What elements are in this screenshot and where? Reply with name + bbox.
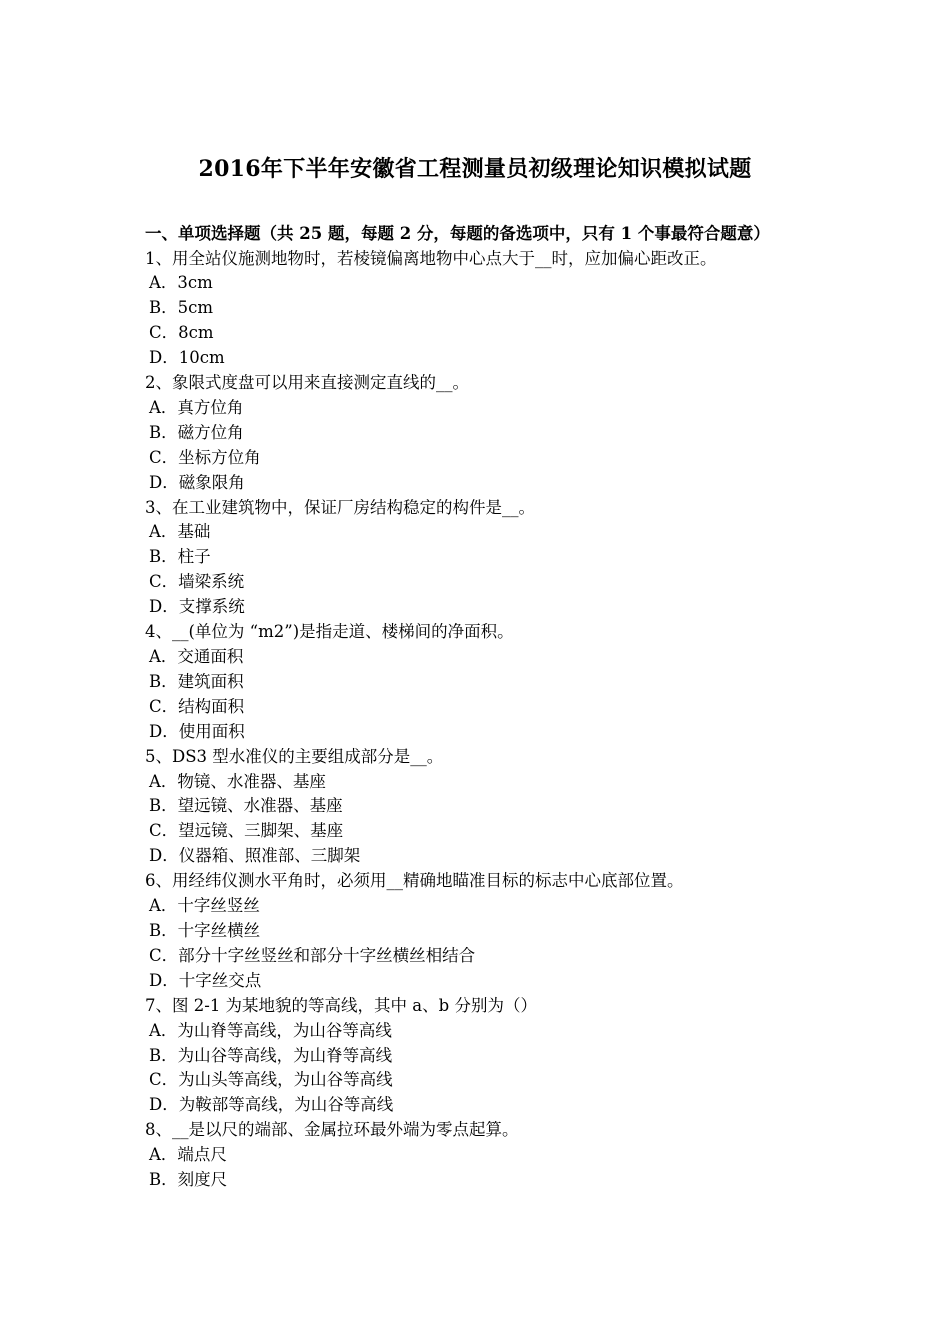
answer-option: B．建筑面积 [149,671,244,691]
answer-option: C．8cm [149,323,214,343]
answer-option: A．交通面积 [149,647,244,666]
answer-option: B．5cm [149,298,214,318]
question-stem: 6、用经纬仪测水平角时，必须用__精确地瞄准目标的标志中心底部位置。 [145,871,684,891]
answer-option: A．3cm [149,273,213,293]
answer-option: B．磁方位角 [149,422,244,442]
document-body [145,222,815,1193]
answer-option: D．使用面积 [149,721,245,741]
question-item [145,1118,815,1193]
answer-option: B．十字丝横丝 [149,920,261,940]
question-item [145,869,815,994]
question-item [145,620,815,745]
answer-option: D．磁象限角 [149,472,245,492]
question-item [145,496,815,621]
question-stem: 2、象限式度盘可以用来直接测定直线的__。 [145,373,469,393]
answer-option: C．墙梁系统 [149,572,245,592]
answer-option: B．柱子 [149,547,211,567]
answer-option: D．为鞍部等高线，为山谷等高线 [149,1095,394,1115]
answer-option: A．端点尺 [149,1145,227,1165]
answer-option: B．刻度尺 [149,1170,228,1190]
answer-option: A．物镜、水准器、基座 [149,771,326,791]
document-title: 2016年下半年安徽省工程测量员初级理论知识模拟试题 [198,156,752,182]
answer-option: D．支撑系统 [149,597,245,617]
answer-option: C．坐标方位角 [149,447,261,467]
question-item [145,371,815,496]
question-item [145,994,815,1119]
answer-option: D．仪器箱、照准部、三脚架 [149,846,361,866]
answer-option: B．为山谷等高线，为山脊等高线 [149,1045,393,1065]
answer-option: C．望远镜、三脚架、基座 [149,821,344,841]
question-stem: 8、__是以尺的端部、金属拉环最外端为零点起算。 [145,1120,519,1140]
answer-option: D．十字丝交点 [149,970,262,990]
answer-option: C．部分十字丝竖丝和部分十字丝横丝相结合 [149,945,476,965]
answer-option: A．十字丝竖丝 [149,896,260,916]
question-stem: 3、在工业建筑物中，保证厂房结构稳定的构件是__。 [145,497,535,517]
answer-option: A．真方位角 [149,397,244,417]
question-stem: 5、DS3 型水准仪的主要组成部分是__。 [145,746,444,766]
question-stem: 1、用全站仪施测地物时，若棱镜偏离地物中心点大于__时，应加偏心距改正。 [145,248,717,268]
question-item [145,745,815,870]
answer-option: B．望远镜、水准器、基座 [149,796,343,816]
question-stem: 7、图 2-1 为某地貌的等高线，其中 a、b 分别为（） [145,995,537,1015]
answer-option: D．10cm [149,348,225,368]
answer-option: C．为山头等高线，为山谷等高线 [149,1070,393,1090]
question-item [145,247,815,372]
question-list [145,247,815,1193]
answer-option: A．为山脊等高线，为山谷等高线 [149,1020,392,1040]
answer-option: C．结构面积 [149,696,245,716]
question-stem: 4、__(单位为 “m2”)是指走道、楼梯间的净面积。 [145,622,514,642]
answer-option: A．基础 [149,522,211,542]
section-heading: 一、单项选择题（共 25 题，每题 2 分，每题的备选项中，只有 1 个事最符合题意） [145,224,770,243]
